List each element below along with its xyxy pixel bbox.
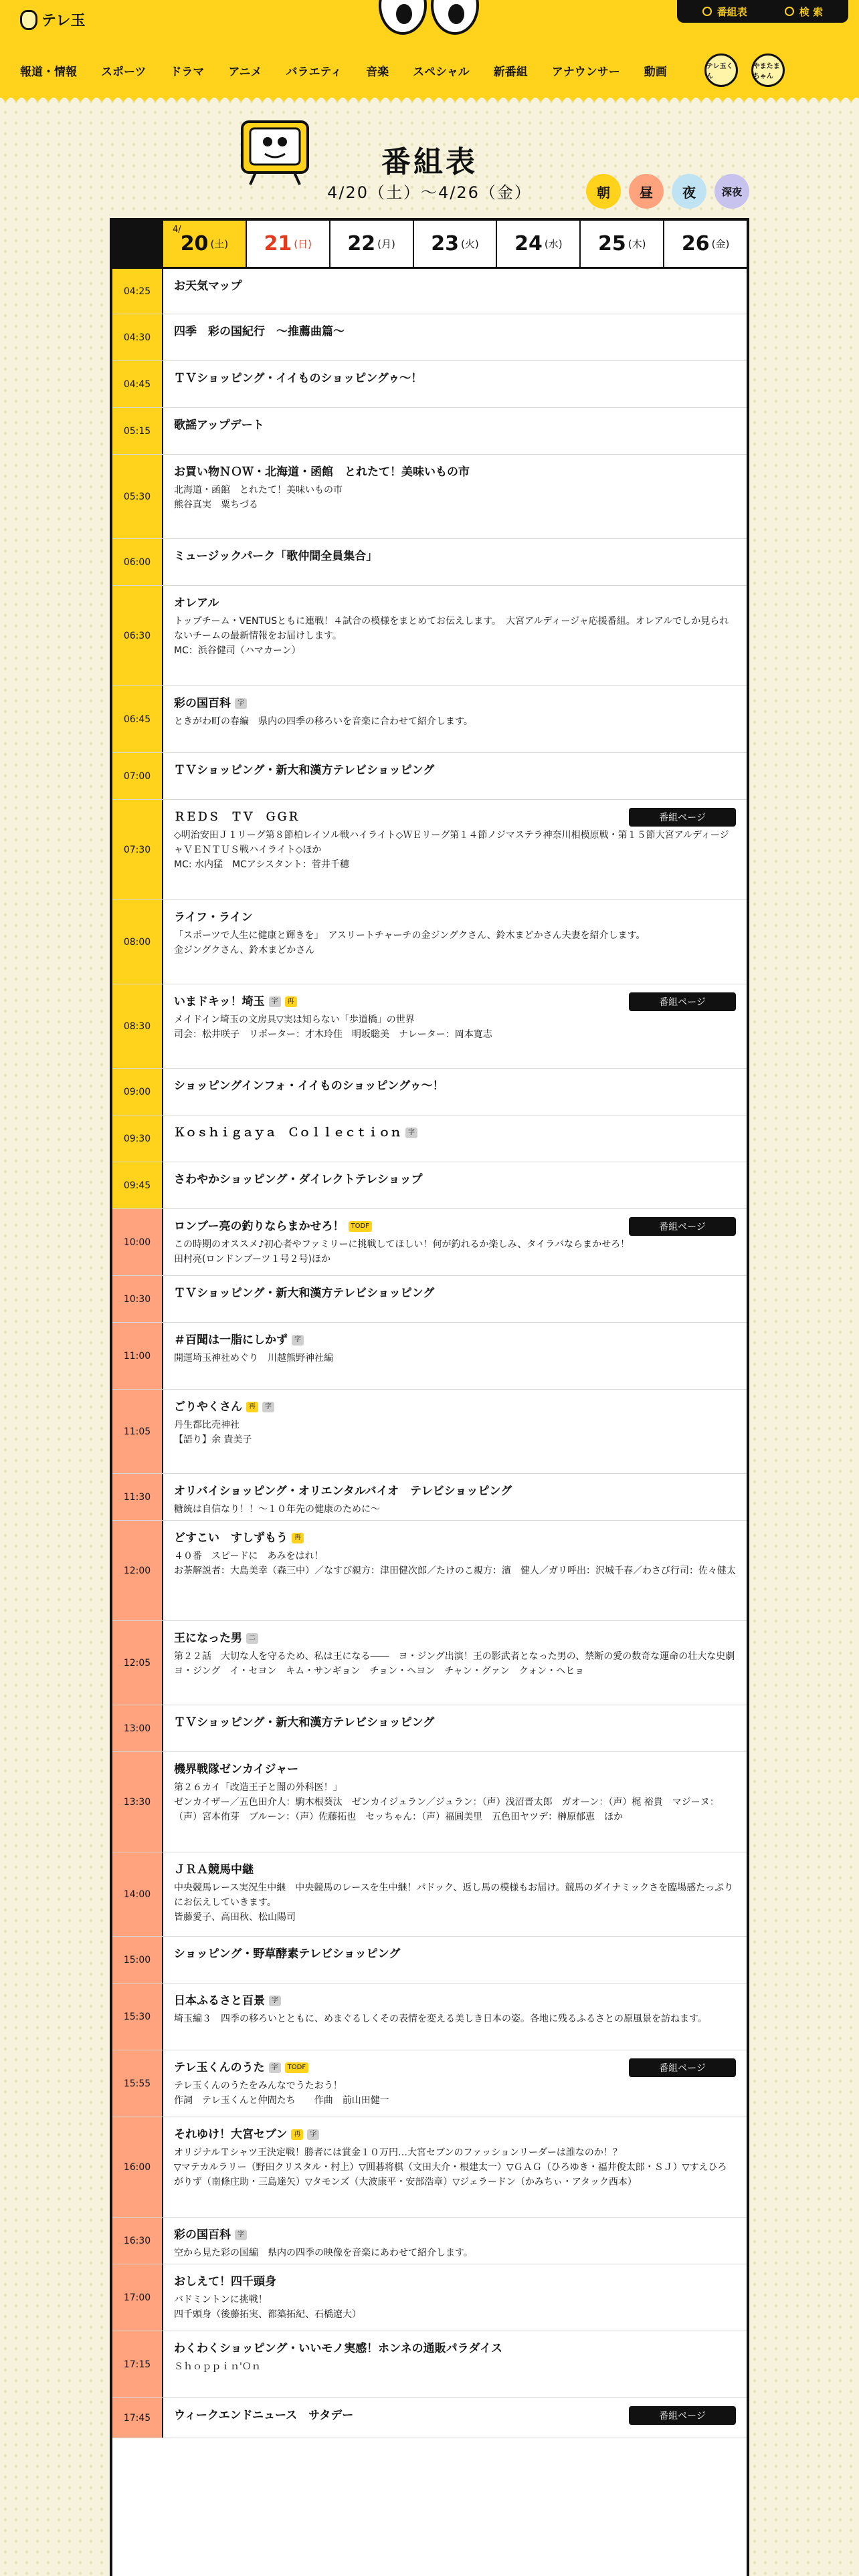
- program-time: 17:15: [112, 2331, 163, 2397]
- program-body: [163, 1390, 747, 1473]
- program-description: 北海道・函館 とれたて！美味いもの市 熊谷真実 粟ちづる: [174, 485, 343, 510]
- clock-icon: [702, 7, 712, 16]
- program-description: 「スポーツで人生に健康と輝きを」 アスリートチャーチの金ジングクさん、鈴木まどかさん夫妻を紹介します。 金ジングクさん、鈴木まどかさん: [174, 930, 646, 956]
- program-title-text: どすこい すしずもう: [174, 1531, 288, 1545]
- program-title-text: ロンブー亮の釣りならまかせろ！: [174, 1220, 345, 1233]
- program-time: 11:30: [112, 1474, 163, 1520]
- program-row: [112, 455, 747, 539]
- program-time: 06:45: [112, 686, 163, 752]
- main-nav: [0, 53, 859, 87]
- tab-day-number: 20: [180, 232, 209, 255]
- program-title[interactable]: [174, 909, 736, 926]
- program-badge: TODF: [349, 1221, 372, 1232]
- program-description: テレ玉くんのうたをみんなでうたおう！ 作詞 テレ玉くんと仲間たち 作曲 前山田健一: [174, 2080, 389, 2106]
- program-body: [163, 1115, 747, 1162]
- program-row: [112, 1162, 747, 1209]
- program-badge: 字: [269, 2062, 281, 2073]
- nav-item[interactable]: 音楽: [366, 65, 389, 79]
- program-row: [112, 361, 747, 408]
- logo-text: テレ玉: [41, 13, 86, 29]
- program-time: 09:45: [112, 1162, 163, 1208]
- program-title-text: 彩の国百科: [174, 2228, 231, 2242]
- program-title-text: 彩の国百科: [174, 697, 231, 710]
- program-row: [112, 1209, 747, 1276]
- program-title-text: ＴＶショッピング・イイものショッピングゥ〜！: [174, 372, 423, 385]
- program-title[interactable]: [174, 2341, 736, 2357]
- program-title[interactable]: [174, 1761, 736, 1778]
- program-title-text: 機界戦隊ゼンカイジャー: [174, 1763, 299, 1776]
- program-time: 13:00: [112, 1705, 163, 1751]
- tab-day-number: 23: [431, 232, 460, 255]
- program-page-button[interactable]: 番組ページ: [629, 2406, 736, 2425]
- program-body: [163, 314, 747, 360]
- program-title[interactable]: [174, 1483, 736, 1499]
- program-title-text: ウィークエンドニュース サタデー: [174, 2409, 354, 2422]
- program-row: [112, 984, 747, 1069]
- program-title-text: Ｋｏｓｈｉｇａｙａ Ｃｏｌｌｅｃｔｉｏｎ: [174, 1126, 401, 1140]
- program-page-button[interactable]: 番組ページ: [629, 1217, 736, 1236]
- program-description: 糖統は自信なり！！〜１０年先の健康のために〜: [174, 1504, 380, 1515]
- tab-day-number: 25: [597, 232, 626, 255]
- program-title-text: 歌謡アップデート: [174, 419, 264, 432]
- program-title[interactable]: [174, 2127, 736, 2143]
- day-tab[interactable]: [163, 221, 247, 267]
- program-description: バドミントンに挑戦！ 四千頭身（後藤拓実、都築拓紀、石橋遼大）: [174, 2294, 361, 2320]
- program-badge: 字: [269, 1996, 281, 2006]
- program-title-text: ＲＥＤＳ ＴＶ ＧＧＲ: [174, 811, 299, 824]
- program-row: [112, 1937, 747, 1983]
- program-body: [163, 984, 747, 1068]
- program-time: 04:45: [112, 361, 163, 407]
- program-row: [112, 1323, 747, 1390]
- tab-day-of-week: (土): [210, 238, 229, 250]
- program-page-button[interactable]: 番組ページ: [629, 2058, 736, 2077]
- program-title[interactable]: [174, 695, 736, 712]
- nav-item[interactable]: 報道・情報: [20, 65, 77, 79]
- nav-item[interactable]: 新番組: [493, 65, 528, 79]
- program-row: [112, 2218, 747, 2264]
- site-header: [0, 0, 859, 98]
- program-description: ４０番 スピードに あみをはれ！ お茶解説者：大島美幸（森三中）／なすび親方：津田健次郎／たけのこ親方：濱 健人／ガリ呼出：沢城千春／わさび行司：佐々健太: [174, 1551, 736, 1576]
- program-body: [163, 1162, 747, 1208]
- program-description: トップチーム・VENTUSともに連戦！４試合の模様をまとめてお伝えします。 大宮アルディージャ応援番組。オレアルでしか見られないチームの最新情報をお届けします。 MC：浜谷健司（ハマカーン）: [174, 616, 729, 656]
- program-badge: 字: [307, 2129, 319, 2140]
- program-title[interactable]: [174, 370, 736, 387]
- program-body: [163, 2117, 747, 2217]
- program-description: この時期のオススメ♪初心者やファミリーに挑戦してほしい！何が釣れるか楽しみ、タイラバならまかせろ！ 田村亮(ロンドンブーツ１号２号)ほか: [174, 1239, 630, 1265]
- program-description: メイドイン埼玉の文房具▽実は知らない「歩道橋」の世界 司会：松井咲子 リポーター：才木玲佳 明坂聡美 ナレーター：岡本寛志: [174, 1014, 492, 1040]
- program-page-button[interactable]: 番組ページ: [629, 992, 736, 1011]
- day-tab[interactable]: [414, 221, 498, 267]
- program-body: [163, 408, 747, 454]
- program-title-text: ＃百聞は一脂にしかず: [174, 1333, 288, 1347]
- program-title[interactable]: [174, 1862, 736, 1878]
- nav-character-icon[interactable]: やまたまちゃん: [751, 53, 785, 87]
- search-button[interactable]: 検 索: [766, 5, 842, 19]
- program-time: 04:25: [112, 269, 163, 314]
- program-row: [112, 1983, 747, 2050]
- day-tab[interactable]: [664, 221, 747, 267]
- program-row: [112, 1705, 747, 1752]
- program-description: 埼玉編３ 四季の移ろいとともに、めまぐるしくその表情を変える美しき日本の姿。各地に残るふるさとの原風景を訪ねます。: [174, 2014, 707, 2024]
- program-row: [112, 1069, 747, 1115]
- program-body: [163, 455, 747, 538]
- program-row: [112, 753, 747, 800]
- tab-month: 4/: [173, 225, 181, 235]
- program-list: [112, 269, 747, 2438]
- program-time: 12:05: [112, 1621, 163, 1705]
- time-of-day-chips: [586, 174, 749, 209]
- tab-day-of-week: (火): [461, 238, 479, 250]
- program-title-text: それゆけ！大宮セブン: [174, 2128, 288, 2141]
- program-title[interactable]: [174, 1399, 736, 1415]
- program-badge: 字: [235, 2230, 247, 2240]
- tab-spacer: [112, 221, 163, 267]
- program-badge: 再: [291, 2129, 303, 2140]
- nav-item[interactable]: アナウンサー: [551, 65, 620, 79]
- program-body: [163, 2264, 747, 2331]
- program-row: [112, 1276, 747, 1323]
- program-description: ◇明治安田Ｊ１リーグ第８節柏レイソル戦ハイライト◇ＷＥリーグ第１４節ノジマステラ神奈川相模原戦・第１５節大宮アルディージャＶＥＮＴＵＳ戦ハイライト◇ほか MC: 水内猛 MCアシスタント：菅井千穂: [174, 830, 729, 870]
- program-body: [163, 2331, 747, 2397]
- program-body: [163, 900, 747, 984]
- program-title-text: ＴＶショッピング・新大和漢方テレビショッピング: [174, 1716, 435, 1729]
- program-time: 08:00: [112, 900, 163, 984]
- day-tab[interactable]: [497, 221, 581, 267]
- program-row: [112, 900, 747, 984]
- program-body: [163, 539, 747, 585]
- day-tab[interactable]: [581, 221, 664, 267]
- tab-day-of-week: (木): [628, 238, 646, 250]
- program-title[interactable]: [174, 595, 736, 611]
- day-tab[interactable]: [330, 221, 414, 267]
- program-body: [163, 1474, 747, 1520]
- program-title-text: お買い物ＮＯＷ・北海道・函館 とれたて！美味いもの市: [174, 465, 470, 479]
- program-title[interactable]: [174, 417, 736, 433]
- program-row: [112, 1752, 747, 1852]
- program-title[interactable]: [174, 1332, 736, 1348]
- program-time: 15:55: [112, 2050, 163, 2117]
- program-time: 09:30: [112, 1115, 163, 1162]
- day-tab[interactable]: [247, 221, 330, 267]
- program-badge: 字: [292, 1335, 304, 1346]
- program-time: 17:00: [112, 2264, 163, 2331]
- program-body: [163, 361, 747, 407]
- logo-mascot-icon: [20, 10, 37, 30]
- mascot-eyes-icon: [379, 0, 479, 36]
- tab-day-of-week: (日): [294, 238, 312, 250]
- time-chip[interactable]: 深夜: [714, 174, 749, 209]
- schedule-button[interactable]: 番組表: [684, 5, 766, 19]
- program-description: 開運埼玉神社めぐり 川越熊野神社編: [174, 1353, 333, 1364]
- program-title-text: ショッピングインフォ・イイものショッピングゥ〜！: [174, 1079, 444, 1093]
- program-title-text: 王になった男: [174, 1632, 242, 1645]
- program-badge: 字: [269, 996, 281, 1007]
- program-title-text: ごりやくさん: [174, 1400, 242, 1414]
- program-description: ときがわ町の春編 県内の四季の移ろいを音楽に合わせて紹介します。: [174, 716, 473, 727]
- program-badge: 字: [262, 1402, 274, 1412]
- program-row: [112, 2264, 747, 2331]
- program-description: オリジナルＴシャツ王決定戦！勝者には賞金１０万円…大宮セブンのファッションリーダーは誰なのか！？ ▽マテカルラリー（野田クリスタル・村上）▽囲碁将棋（文田大介・根建太一）▽ＧＡＧ（ひろゆき・福井俊太郎・ＳＪ）▽すえひろがりず（南條庄助・三島達矢）▽タモンズ（大波康平・安部浩章）▽ジェラードン（かみちぃ・アタック西本）: [174, 2147, 727, 2187]
- program-badge: 再: [285, 996, 297, 1007]
- program-time: 06:00: [112, 539, 163, 585]
- program-body: [163, 1521, 747, 1620]
- program-title-text: ショッピング・野草酵素テレビショッピング: [174, 1947, 401, 1961]
- time-chip[interactable]: 夜: [672, 174, 706, 209]
- program-title-text: わくわくショッピング・いいモノ実感！ホンネの通販パラダイス: [174, 2342, 502, 2355]
- program-schedule: [110, 218, 749, 2576]
- program-body: [163, 686, 747, 752]
- program-row: [112, 269, 747, 314]
- program-body: [163, 753, 747, 799]
- nav-character-icon[interactable]: テレ玉くん: [704, 53, 738, 87]
- program-time: 06:30: [112, 586, 163, 685]
- program-title-text: ＪＲＡ競馬中継: [174, 1863, 254, 1876]
- program-title[interactable]: [174, 1285, 736, 1301]
- program-time: 07:30: [112, 800, 163, 899]
- program-time: 12:00: [112, 1521, 163, 1620]
- program-body: [163, 1069, 747, 1115]
- program-title-text: オレアル: [174, 597, 219, 610]
- program-title[interactable]: [174, 1078, 736, 1094]
- program-body: [163, 1852, 747, 1936]
- program-time: 10:00: [112, 1209, 163, 1275]
- program-title-text: いまドキッ！埼玉: [174, 995, 265, 1008]
- program-time: 11:00: [112, 1323, 163, 1389]
- tab-day-of-week: (水): [544, 238, 563, 250]
- site-logo[interactable]: [20, 9, 86, 30]
- nav-item[interactable]: ドラマ: [170, 65, 205, 79]
- program-time: 13:30: [112, 1752, 163, 1852]
- program-badge: TODF: [285, 2062, 308, 2073]
- header-zigzag-edge: [0, 96, 859, 107]
- program-title-text: ＴＶショッピング・新大和漢方テレビショッピング: [174, 1287, 435, 1300]
- program-time: 11:05: [112, 1390, 163, 1473]
- program-title[interactable]: [174, 548, 736, 564]
- program-time: 14:00: [112, 1852, 163, 1936]
- program-time: 07:00: [112, 753, 163, 799]
- program-body: [163, 586, 747, 685]
- program-description: 空から見た彩の国編 県内の四季の映像を音楽にあわせて紹介します。: [174, 2248, 473, 2258]
- program-body: [163, 1983, 747, 2050]
- program-description: 第２２話 大切な人を守るため、私は王になる―― ヨ・ジング出演！王の影武者となった男の、禁断の愛の数奇な運命の壮大な史劇 ヨ・ジング イ・セヨン キム・サンギョン チョン・ヘヨン チャン・グァン クォン・ヘヒョ: [174, 1651, 735, 1677]
- program-row: [112, 2398, 747, 2438]
- program-title-text: 四季 彩の国紀行 〜推薦曲篇〜: [174, 325, 345, 338]
- nav-item[interactable]: 動画: [644, 65, 667, 79]
- program-row: [112, 686, 747, 753]
- program-body: [163, 1705, 747, 1751]
- program-title-text: ライフ・ライン: [174, 911, 253, 924]
- program-row: [112, 1390, 747, 1474]
- program-title[interactable]: [174, 1172, 736, 1188]
- program-row: [112, 2050, 747, 2117]
- program-title[interactable]: [174, 1530, 736, 1546]
- program-body: [163, 800, 747, 899]
- program-body: [163, 1752, 747, 1852]
- date-range: 4/20（土）〜4/26（金）: [327, 183, 532, 202]
- program-title-text: ＴＶショッピング・新大和漢方テレビショッピング: [174, 764, 435, 777]
- program-title[interactable]: [174, 2274, 736, 2290]
- program-title-text: お天気マップ: [174, 280, 242, 293]
- program-time: 15:00: [112, 1937, 163, 1983]
- program-time: 05:15: [112, 408, 163, 454]
- program-time: 17:45: [112, 2398, 163, 2438]
- program-description: Ｓｈｏｐｐｉｎ'Ｏｎ: [174, 2361, 261, 2372]
- title-area: [110, 111, 749, 211]
- program-row: [112, 800, 747, 900]
- program-title[interactable]: [174, 762, 736, 778]
- nav-item[interactable]: アニメ: [228, 65, 262, 79]
- program-time: 15:30: [112, 1983, 163, 2050]
- program-row: [112, 2117, 747, 2218]
- tab-day-of-week: (金): [711, 238, 730, 250]
- program-title-text: 日本ふるさと百景: [174, 1994, 265, 2008]
- program-row: [112, 1474, 747, 1521]
- time-chip[interactable]: 朝: [586, 174, 621, 209]
- program-title[interactable]: [174, 1993, 736, 2009]
- time-chip[interactable]: 昼: [629, 174, 664, 209]
- program-title[interactable]: [174, 1946, 736, 1962]
- program-title[interactable]: [174, 1125, 736, 1141]
- program-time: 09:00: [112, 1069, 163, 1115]
- program-row: [112, 314, 747, 361]
- program-title-text: オリバイショッピング・オリエンタルバイオ テレビショッピング: [174, 1485, 512, 1498]
- program-time: 16:30: [112, 2218, 163, 2264]
- program-body: [163, 1621, 747, 1705]
- tab-day-number: 21: [264, 232, 292, 255]
- program-row: [112, 1115, 747, 1162]
- program-title[interactable]: [174, 2227, 736, 2243]
- page-title: 番組表: [381, 145, 478, 179]
- program-title[interactable]: [174, 324, 736, 340]
- program-badge: 字: [405, 1128, 417, 1138]
- program-badge: 二: [246, 1633, 258, 1644]
- tab-day-number: 24: [514, 232, 543, 255]
- program-body: [163, 1276, 747, 1322]
- program-body: [163, 2218, 747, 2264]
- program-description: 第２６カイ「改造王子と闇の外科医！」 ゼンカイザー／五色田介人：駒木根葵汰 ゼンカイジュラン／ジュラン：（声）浅沼晋太郎 ガオーン：（声）梶 裕貴 マジーヌ：（声）宮本侑芽 ブルーン：（声）佐藤拓也 セッちゃん：（声）福圓美里 五色田ヤツデ：榊原郁恵 ほか: [174, 1782, 719, 1822]
- program-row: [112, 539, 747, 586]
- program-body: [163, 1937, 747, 1983]
- program-title-text: ミュージックパーク「歌仲間全員集合」: [174, 550, 378, 563]
- tab-day-number: 22: [347, 232, 376, 255]
- program-body: [163, 2050, 747, 2117]
- top-button-bar: [677, 0, 848, 23]
- program-time: 10:30: [112, 1276, 163, 1322]
- program-badge: 再: [246, 1402, 258, 1412]
- nav-item[interactable]: スペシャル: [413, 65, 470, 79]
- program-row: [112, 1621, 747, 1705]
- nav-item[interactable]: バラエティ: [286, 65, 343, 79]
- program-description: 丹生都比売神社 【語り】余 貴美子: [174, 1420, 252, 1445]
- program-title-text: さわやかショッピング・ダイレクトテレショップ: [174, 1173, 423, 1186]
- tab-day-of-week: (月): [377, 238, 395, 250]
- program-time: 08:30: [112, 984, 163, 1068]
- program-body: [163, 1209, 747, 1275]
- program-badge: 字: [235, 698, 247, 709]
- program-body: [163, 2398, 747, 2438]
- program-time: 16:00: [112, 2117, 163, 2217]
- program-row: [112, 586, 747, 686]
- program-title-text: テレ玉くんのうた: [174, 2061, 265, 2074]
- program-page-button[interactable]: 番組ページ: [629, 808, 736, 827]
- program-row: [112, 1852, 747, 1937]
- program-title[interactable]: [174, 464, 736, 480]
- program-description: 中央競馬レース実況生中継 中央競馬のレースを生中継！パドック、返し馬の模様もお届け。競馬のダイナミックさを臨場感たっぷりにお伝えしていきます。 皆藤愛子、高田秋、松山陽司: [174, 1883, 734, 1923]
- nav-item[interactable]: スポーツ: [101, 65, 147, 79]
- program-body: [163, 1323, 747, 1389]
- program-title[interactable]: [174, 1715, 736, 1731]
- program-badge: 再: [292, 1533, 304, 1543]
- program-title-text: おしえて！四千頭身: [174, 2275, 276, 2288]
- program-time: 04:30: [112, 314, 163, 360]
- program-title[interactable]: [174, 278, 736, 294]
- tab-day-number: 26: [681, 232, 710, 255]
- program-row: [112, 1521, 747, 1621]
- program-row: [112, 2331, 747, 2398]
- program-time: 05:30: [112, 455, 163, 538]
- program-title[interactable]: [174, 1630, 736, 1646]
- day-tabs: [112, 221, 747, 269]
- program-row: [112, 408, 747, 455]
- program-body: [163, 269, 747, 314]
- search-icon: [785, 7, 794, 16]
